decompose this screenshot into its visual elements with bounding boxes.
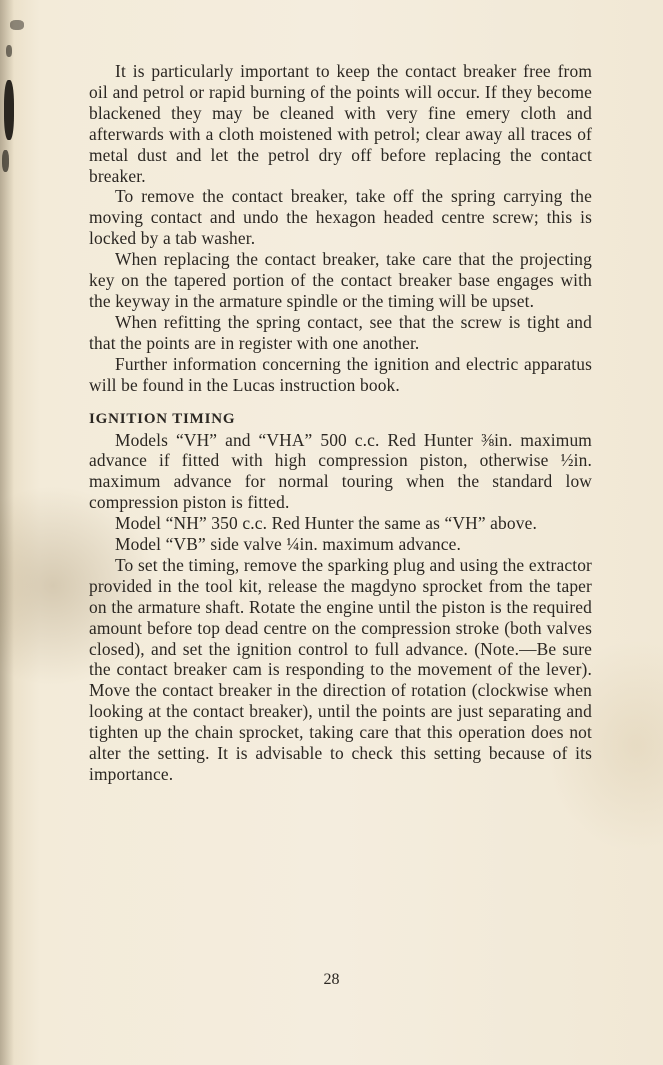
paragraph-removing-contact-breaker: To remove the contact breaker, take off the spring carrying the moving contact and undo the hexagon headed centre screw; this is locked by a tab washer.	[89, 186, 592, 249]
ink-blot-mark	[10, 20, 24, 30]
paragraph-setting-timing: To set the timing, remove the sparking plug and using the extractor provided in the tool kit, release the magdyno sprocket from the taper on the armature shaft. Rotate the engine until the piston is the required amount before top dead centre on the compression stroke (both valves closed), and set the ignition control to full advance. (Note.—Be sure the contact breaker cam is responding to the movement of the lever). Move the contact breaker in the direction of rotation (clockwise when looking at the contact breaker), until the points are just separating and tighten up the chain sprocket, taking care that this operation does not alter the setting. It is advisable to check this setting because of its importance.	[89, 554, 592, 784]
section-heading-ignition-timing: IGNITION TIMING	[89, 410, 236, 427]
page-number: 28	[323, 971, 340, 988]
paragraph-contact-breaker-cleaning: It is particularly important to keep the contact breaker free from oil and petrol or rapid burning of the points will occur. If they become blackened they may be cleaned with very fine emery cloth and afterwards with a cloth moistened with petrol; clear away all traces of metal dust and let the petrol dry off before replacing the contact breaker.	[89, 61, 592, 186]
paragraph-refitting-spring-contact: When refitting the spring contact, see that the screw is tight and that the points are in register with one another.	[89, 311, 592, 353]
ink-blot-mark	[2, 150, 9, 172]
paragraph-replacing-contact-breaker: When replacing the contact breaker, take care that the projecting key on the tapered portion of the contact breaker base engages with the keyway in the armature spindle or the timing will be upset.	[89, 249, 592, 311]
paragraph-model-vb: Model “VB” side valve ¼in. maximum advance.	[115, 534, 461, 555]
ink-blot-mark	[4, 80, 14, 140]
page-content	[89, 61, 592, 785]
paragraph-model-nh: Model “NH” 350 c.c. Red Hunter the same as “VH” above.	[115, 513, 537, 534]
paragraph-models-vh-vha: Models “VH” and “VHA” 500 c.c. Red Hunter ⅜in. maximum advance if fitted with high compression piston, otherwise ½in. maximum advance for normal touring when the standard low compression piston is fitted.	[89, 429, 592, 513]
paragraph-further-information: Further information concerning the ignition and electric apparatus will be found in the Lucas instruction book.	[89, 353, 592, 395]
ink-blot-mark	[6, 45, 12, 57]
